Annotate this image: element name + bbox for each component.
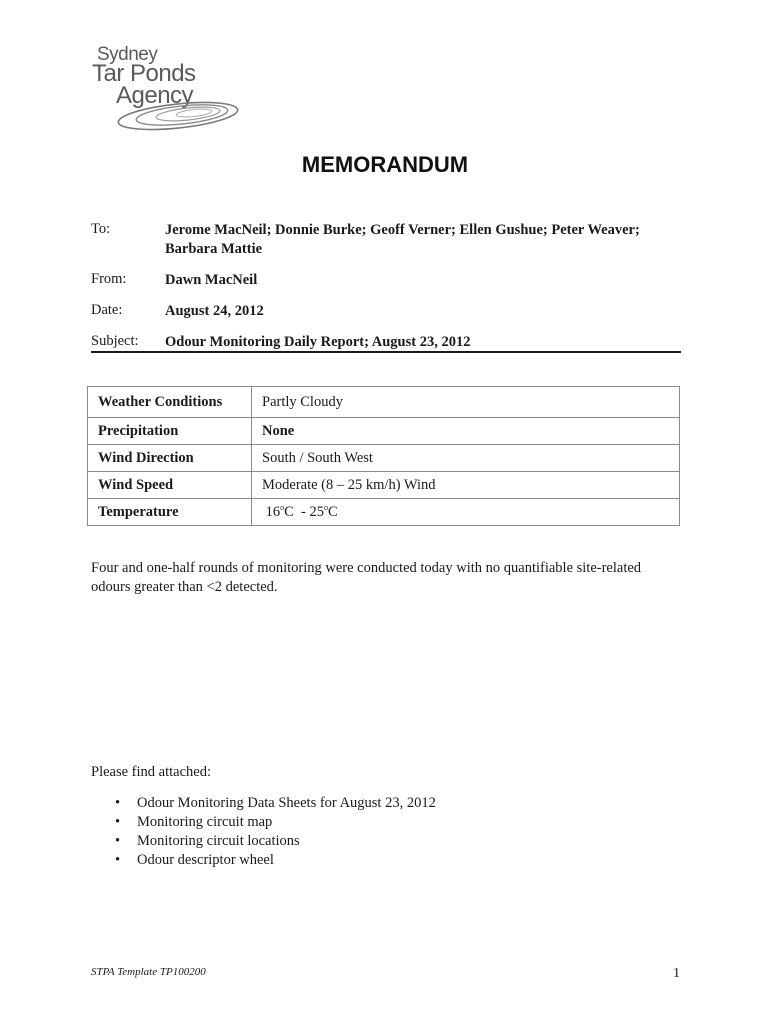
weather-conditions-value: Partly Cloudy xyxy=(252,387,680,418)
memo-title: MEMORANDUM xyxy=(301,152,469,177)
list-item xyxy=(91,794,436,813)
temp-unit-high: C xyxy=(328,503,338,520)
bullet-icon: • xyxy=(115,833,121,849)
temp-unit-low: C xyxy=(284,503,294,520)
weather-conditions-label: Weather Conditions xyxy=(88,387,252,418)
list-item xyxy=(91,851,436,870)
temp-high: 25 xyxy=(309,503,325,520)
logo-swoosh-icon xyxy=(108,98,240,132)
subject-value: Odour Monitoring Daily Report; August 23, 2012 xyxy=(165,334,471,350)
temperature-value xyxy=(252,499,680,526)
list-item xyxy=(91,813,436,832)
wind-direction-value: South / South West xyxy=(252,445,680,472)
list-item xyxy=(91,832,436,851)
attachment-label: Odour Monitoring Data Sheets for August 23, 2012 xyxy=(137,795,436,811)
template-footer: STPA Template TP100200 xyxy=(91,966,206,978)
attachment-label: Odour descriptor wheel xyxy=(137,852,274,868)
attached-intro: Please find attached: xyxy=(91,764,211,780)
logo-line-1: Sydney xyxy=(97,44,158,65)
bullet-icon: • xyxy=(115,814,121,830)
logo-line-2: Tar Ponds xyxy=(92,60,196,87)
from-value: Dawn MacNeil xyxy=(165,272,258,288)
table-row xyxy=(88,499,680,526)
attachment-label: Monitoring circuit locations xyxy=(137,833,300,849)
weather-table xyxy=(87,386,680,526)
wind-speed-label: Wind Speed xyxy=(88,472,252,499)
monitoring-summary: Four and one-half rounds of monitoring were conducted today with no quantifiable site-related odours greater than <2 detected. xyxy=(91,560,642,595)
precipitation-value: None xyxy=(252,418,680,445)
page-number: 1 xyxy=(673,966,680,981)
date-value: August 24, 2012 xyxy=(165,303,264,319)
table-row xyxy=(88,387,680,418)
degree-symbol: o xyxy=(280,503,285,513)
logo-line-3: Agency xyxy=(116,82,194,109)
temp-dash: - xyxy=(301,503,306,520)
table-row xyxy=(88,472,680,499)
wind-speed-value: Moderate (8 – 25 km/h) Wind xyxy=(252,472,680,499)
temp-low: 16 xyxy=(265,503,281,520)
from-label: From: xyxy=(91,271,127,287)
to-line-1: Jerome MacNeil; Donnie Burke; Geoff Verner; Ellen Gushue; Peter Weaver; xyxy=(165,222,640,238)
date-label: Date: xyxy=(91,302,123,318)
precipitation-label: Precipitation xyxy=(88,418,252,445)
degree-symbol: o xyxy=(324,503,329,513)
to-line-2: Barbara Mattie xyxy=(165,241,263,257)
wind-direction-label: Wind Direction xyxy=(88,445,252,472)
bullet-icon: • xyxy=(115,852,121,868)
temperature-label: Temperature xyxy=(88,499,252,526)
table-row xyxy=(88,445,680,472)
header-divider xyxy=(91,351,681,353)
subject-label: Subject: xyxy=(91,333,139,349)
attachment-label: Monitoring circuit map xyxy=(137,814,273,830)
agency-logo xyxy=(88,44,248,136)
attachments-list xyxy=(91,794,436,870)
bullet-icon: • xyxy=(115,795,121,811)
to-recipients xyxy=(165,221,685,259)
to-label: To: xyxy=(91,221,111,237)
table-row xyxy=(88,418,680,445)
